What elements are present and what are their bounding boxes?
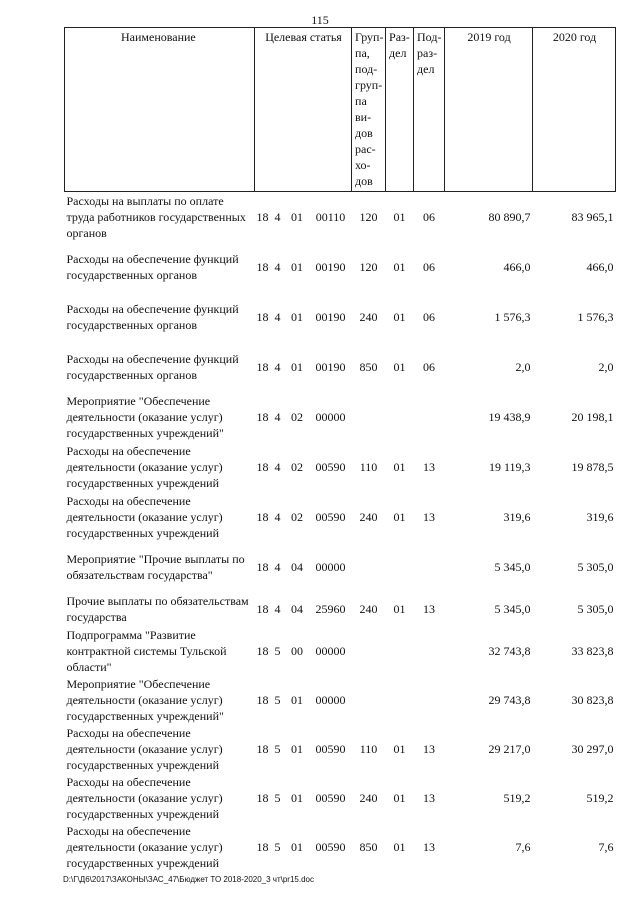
group-code: 850 <box>359 840 378 854</box>
subsection-code: 13 <box>423 742 436 756</box>
subsection-code: 06 <box>423 259 436 274</box>
value-2020: 30 297,0 <box>571 742 614 756</box>
value-2020: 5 305,0 <box>577 602 614 616</box>
target-code-4: 00110 <box>315 209 346 224</box>
row-name: Расходы на выплаты по оплате труда работников государственных органов <box>66 193 246 240</box>
group-code: 240 <box>359 509 378 524</box>
target-code-2: 5 <box>274 791 281 805</box>
section-code: 01 <box>393 209 406 224</box>
table-row <box>65 542 616 592</box>
target-code-1: 18 <box>256 644 269 658</box>
target-code-1: 18 <box>256 309 269 324</box>
target-code-4: 00000 <box>315 693 346 707</box>
target-code-3: 00 <box>291 644 303 658</box>
value-2020: 30 823,8 <box>571 693 614 707</box>
header-2020: 2020 год <box>533 28 616 192</box>
section-code <box>386 542 414 592</box>
row-name: Расходы на обеспечение функций государственных органов <box>66 301 239 332</box>
subsection-code <box>414 392 445 442</box>
target-code-1: 18 <box>256 459 269 474</box>
table-row <box>65 192 616 242</box>
table-row <box>65 592 616 627</box>
value-2019: 5 345,0 <box>494 559 531 574</box>
target-code-4: 00590 <box>315 459 346 474</box>
table-row <box>65 242 616 292</box>
section-code: 01 <box>393 509 406 524</box>
subsection-code: 13 <box>423 509 436 524</box>
value-2019: 319,6 <box>503 509 531 524</box>
section-code: 01 <box>393 742 406 756</box>
target-code-3: 01 <box>291 209 303 224</box>
target-code-2: 4 <box>274 259 281 274</box>
group-code: 850 <box>359 359 378 374</box>
target-code-4: 00590 <box>315 840 346 854</box>
row-name: Расходы на обеспечение деятельности (оказание услуг) государственных учреждений <box>66 824 223 870</box>
row-name: Подпрограмма "Развитие контрактной системы Тульской области" <box>66 628 227 674</box>
target-code-4: 00190 <box>315 309 346 324</box>
row-name: Мероприятие "Прочие выплаты по обязательствам государства" <box>66 551 245 582</box>
target-code-3: 01 <box>291 840 303 854</box>
target-code-3: 01 <box>291 259 303 274</box>
target-code-2: 4 <box>274 559 281 574</box>
value-2020: 19 878,5 <box>571 459 614 474</box>
table-row <box>65 292 616 342</box>
table-row <box>65 627 616 676</box>
value-2020: 7,6 <box>598 840 614 854</box>
value-2020: 2,0 <box>598 359 614 374</box>
section-code: 01 <box>393 791 406 805</box>
target-code-1: 18 <box>256 359 269 374</box>
target-code-4: 00190 <box>315 259 346 274</box>
value-2019: 19 438,9 <box>488 409 531 424</box>
value-2019: 29 743,8 <box>488 693 531 707</box>
value-2019: 5 345,0 <box>494 602 531 616</box>
target-code-2: 4 <box>274 209 281 224</box>
table-row <box>65 492 616 542</box>
value-2019: 466,0 <box>503 259 531 274</box>
target-code-4: 00000 <box>315 409 346 424</box>
group-code: 240 <box>359 791 378 805</box>
target-code-1: 18 <box>256 409 269 424</box>
value-2020: 519,2 <box>586 791 614 805</box>
table-row <box>65 774 616 823</box>
target-code-1: 18 <box>256 791 269 805</box>
target-code-4: 25960 <box>315 602 346 616</box>
section-code <box>386 627 414 676</box>
target-code-3: 01 <box>291 791 303 805</box>
target-code-2: 5 <box>274 693 281 707</box>
target-code-4: 00590 <box>315 742 346 756</box>
target-code-3: 01 <box>291 359 303 374</box>
page-number: 115 <box>311 13 329 27</box>
value-2019: 1 576,3 <box>494 309 531 324</box>
row-name: Мероприятие "Обеспечение деятельности (оказание услуг) государственных учреждений" <box>66 677 224 723</box>
value-2019: 519,2 <box>503 791 531 805</box>
target-code-2: 4 <box>274 602 281 616</box>
header-target: Целевая статья <box>255 28 352 192</box>
target-code-2: 4 <box>274 359 281 374</box>
header-section: Раз-дел <box>386 28 414 192</box>
value-2020: 5 305,0 <box>577 559 614 574</box>
target-code-1: 18 <box>256 209 269 224</box>
target-code-3: 02 <box>291 509 303 524</box>
value-2019: 29 217,0 <box>488 742 531 756</box>
section-code: 01 <box>393 459 406 474</box>
target-code-2: 4 <box>274 509 281 524</box>
value-2020: 1 576,3 <box>577 309 614 324</box>
value-2020: 319,6 <box>586 509 614 524</box>
row-name: Расходы на обеспечение функций государственных органов <box>66 251 239 282</box>
group-code <box>352 627 386 676</box>
value-2019: 19 119,3 <box>488 459 531 474</box>
target-code-4: 00590 <box>315 509 346 524</box>
target-code-3: 02 <box>291 459 303 474</box>
target-code-2: 5 <box>274 840 281 854</box>
header-subsection: Под-раз-дел <box>414 28 445 192</box>
target-code-2: 4 <box>274 459 281 474</box>
value-2020: 83 965,1 <box>571 209 614 224</box>
value-2020: 33 823,8 <box>571 644 614 658</box>
row-name: Расходы на обеспечение функций государственных органов <box>66 351 239 382</box>
section-code: 01 <box>393 840 406 854</box>
section-code: 01 <box>393 602 406 616</box>
table-row <box>65 676 616 725</box>
subsection-code <box>414 542 445 592</box>
subsection-code: 13 <box>423 840 436 854</box>
value-2019: 7,6 <box>515 840 531 854</box>
target-code-4: 00190 <box>315 359 346 374</box>
value-2019: 2,0 <box>515 359 531 374</box>
target-code-1: 18 <box>256 559 269 574</box>
group-code <box>352 392 386 442</box>
target-code-2: 5 <box>274 742 281 756</box>
row-name: Расходы на обеспечение деятельности (оказание услуг) государственных учреждений <box>66 775 223 821</box>
subsection-code: 13 <box>423 459 436 474</box>
row-name: Расходы на обеспечение деятельности (оказание услуг) государственных учреждений <box>66 493 223 540</box>
value-2019: 80 890,7 <box>488 209 531 224</box>
table-row <box>65 342 616 392</box>
target-code-1: 18 <box>256 259 269 274</box>
group-code: 240 <box>359 309 378 324</box>
group-code: 110 <box>359 459 378 474</box>
target-code-3: 04 <box>291 602 303 616</box>
target-code-1: 18 <box>256 509 269 524</box>
group-code: 110 <box>359 742 378 756</box>
target-code-3: 04 <box>291 559 303 574</box>
group-code: 120 <box>359 259 378 274</box>
target-code-4: 00590 <box>315 791 346 805</box>
target-code-1: 18 <box>256 693 269 707</box>
target-code-2: 4 <box>274 409 281 424</box>
table-row <box>65 725 616 774</box>
target-code-4: 00000 <box>315 644 346 658</box>
section-code <box>386 676 414 725</box>
value-2020: 466,0 <box>586 259 614 274</box>
target-code-3: 01 <box>291 742 303 756</box>
row-name: Мероприятие "Обеспечение деятельности (оказание услуг) государственных учреждений" <box>66 393 224 440</box>
table-row <box>65 392 616 442</box>
section-code: 01 <box>393 259 406 274</box>
header-2019: 2019 год <box>445 28 533 192</box>
header-row <box>65 28 616 192</box>
subsection-code <box>414 627 445 676</box>
group-code: 240 <box>359 602 378 616</box>
value-2019: 32 743,8 <box>488 644 531 658</box>
subsection-code: 13 <box>423 791 436 805</box>
footer-path: D:\Г\Д6\2017\ЗАКОНЫ\ЗАС_47\Бюджет ТО 2018-2020_3 чт\pr15.doc <box>63 875 314 884</box>
table-row <box>65 442 616 492</box>
table-body <box>65 192 616 872</box>
target-code-2: 4 <box>274 309 281 324</box>
value-2020: 20 198,1 <box>571 409 614 424</box>
group-code <box>352 676 386 725</box>
row-name: Расходы на обеспечение деятельности (оказание услуг) государственных учреждений <box>66 443 223 490</box>
target-code-3: 02 <box>291 409 303 424</box>
subsection-code: 06 <box>423 309 436 324</box>
row-name: Прочие выплаты по обязательствам государства <box>66 594 249 624</box>
subsection-code: 13 <box>423 602 436 616</box>
table-row <box>65 823 616 872</box>
target-code-2: 5 <box>274 644 281 658</box>
target-code-4: 00000 <box>315 559 346 574</box>
subsection-code <box>414 676 445 725</box>
group-code: 120 <box>359 209 378 224</box>
target-code-1: 18 <box>256 602 269 616</box>
subsection-code: 06 <box>423 359 436 374</box>
section-code <box>386 392 414 442</box>
target-code-1: 18 <box>256 742 269 756</box>
header-group: Груп-па, под-груп-па ви-дов рас-хо-дов <box>352 28 386 192</box>
section-code: 01 <box>393 359 406 374</box>
row-name: Расходы на обеспечение деятельности (оказание услуг) государственных учреждений <box>66 726 223 772</box>
target-code-3: 01 <box>291 309 303 324</box>
group-code <box>352 542 386 592</box>
subsection-code: 06 <box>423 209 436 224</box>
target-code-3: 01 <box>291 693 303 707</box>
section-code: 01 <box>393 309 406 324</box>
budget-table <box>64 27 616 872</box>
header-name: Наименование <box>65 28 255 192</box>
target-code-1: 18 <box>256 840 269 854</box>
